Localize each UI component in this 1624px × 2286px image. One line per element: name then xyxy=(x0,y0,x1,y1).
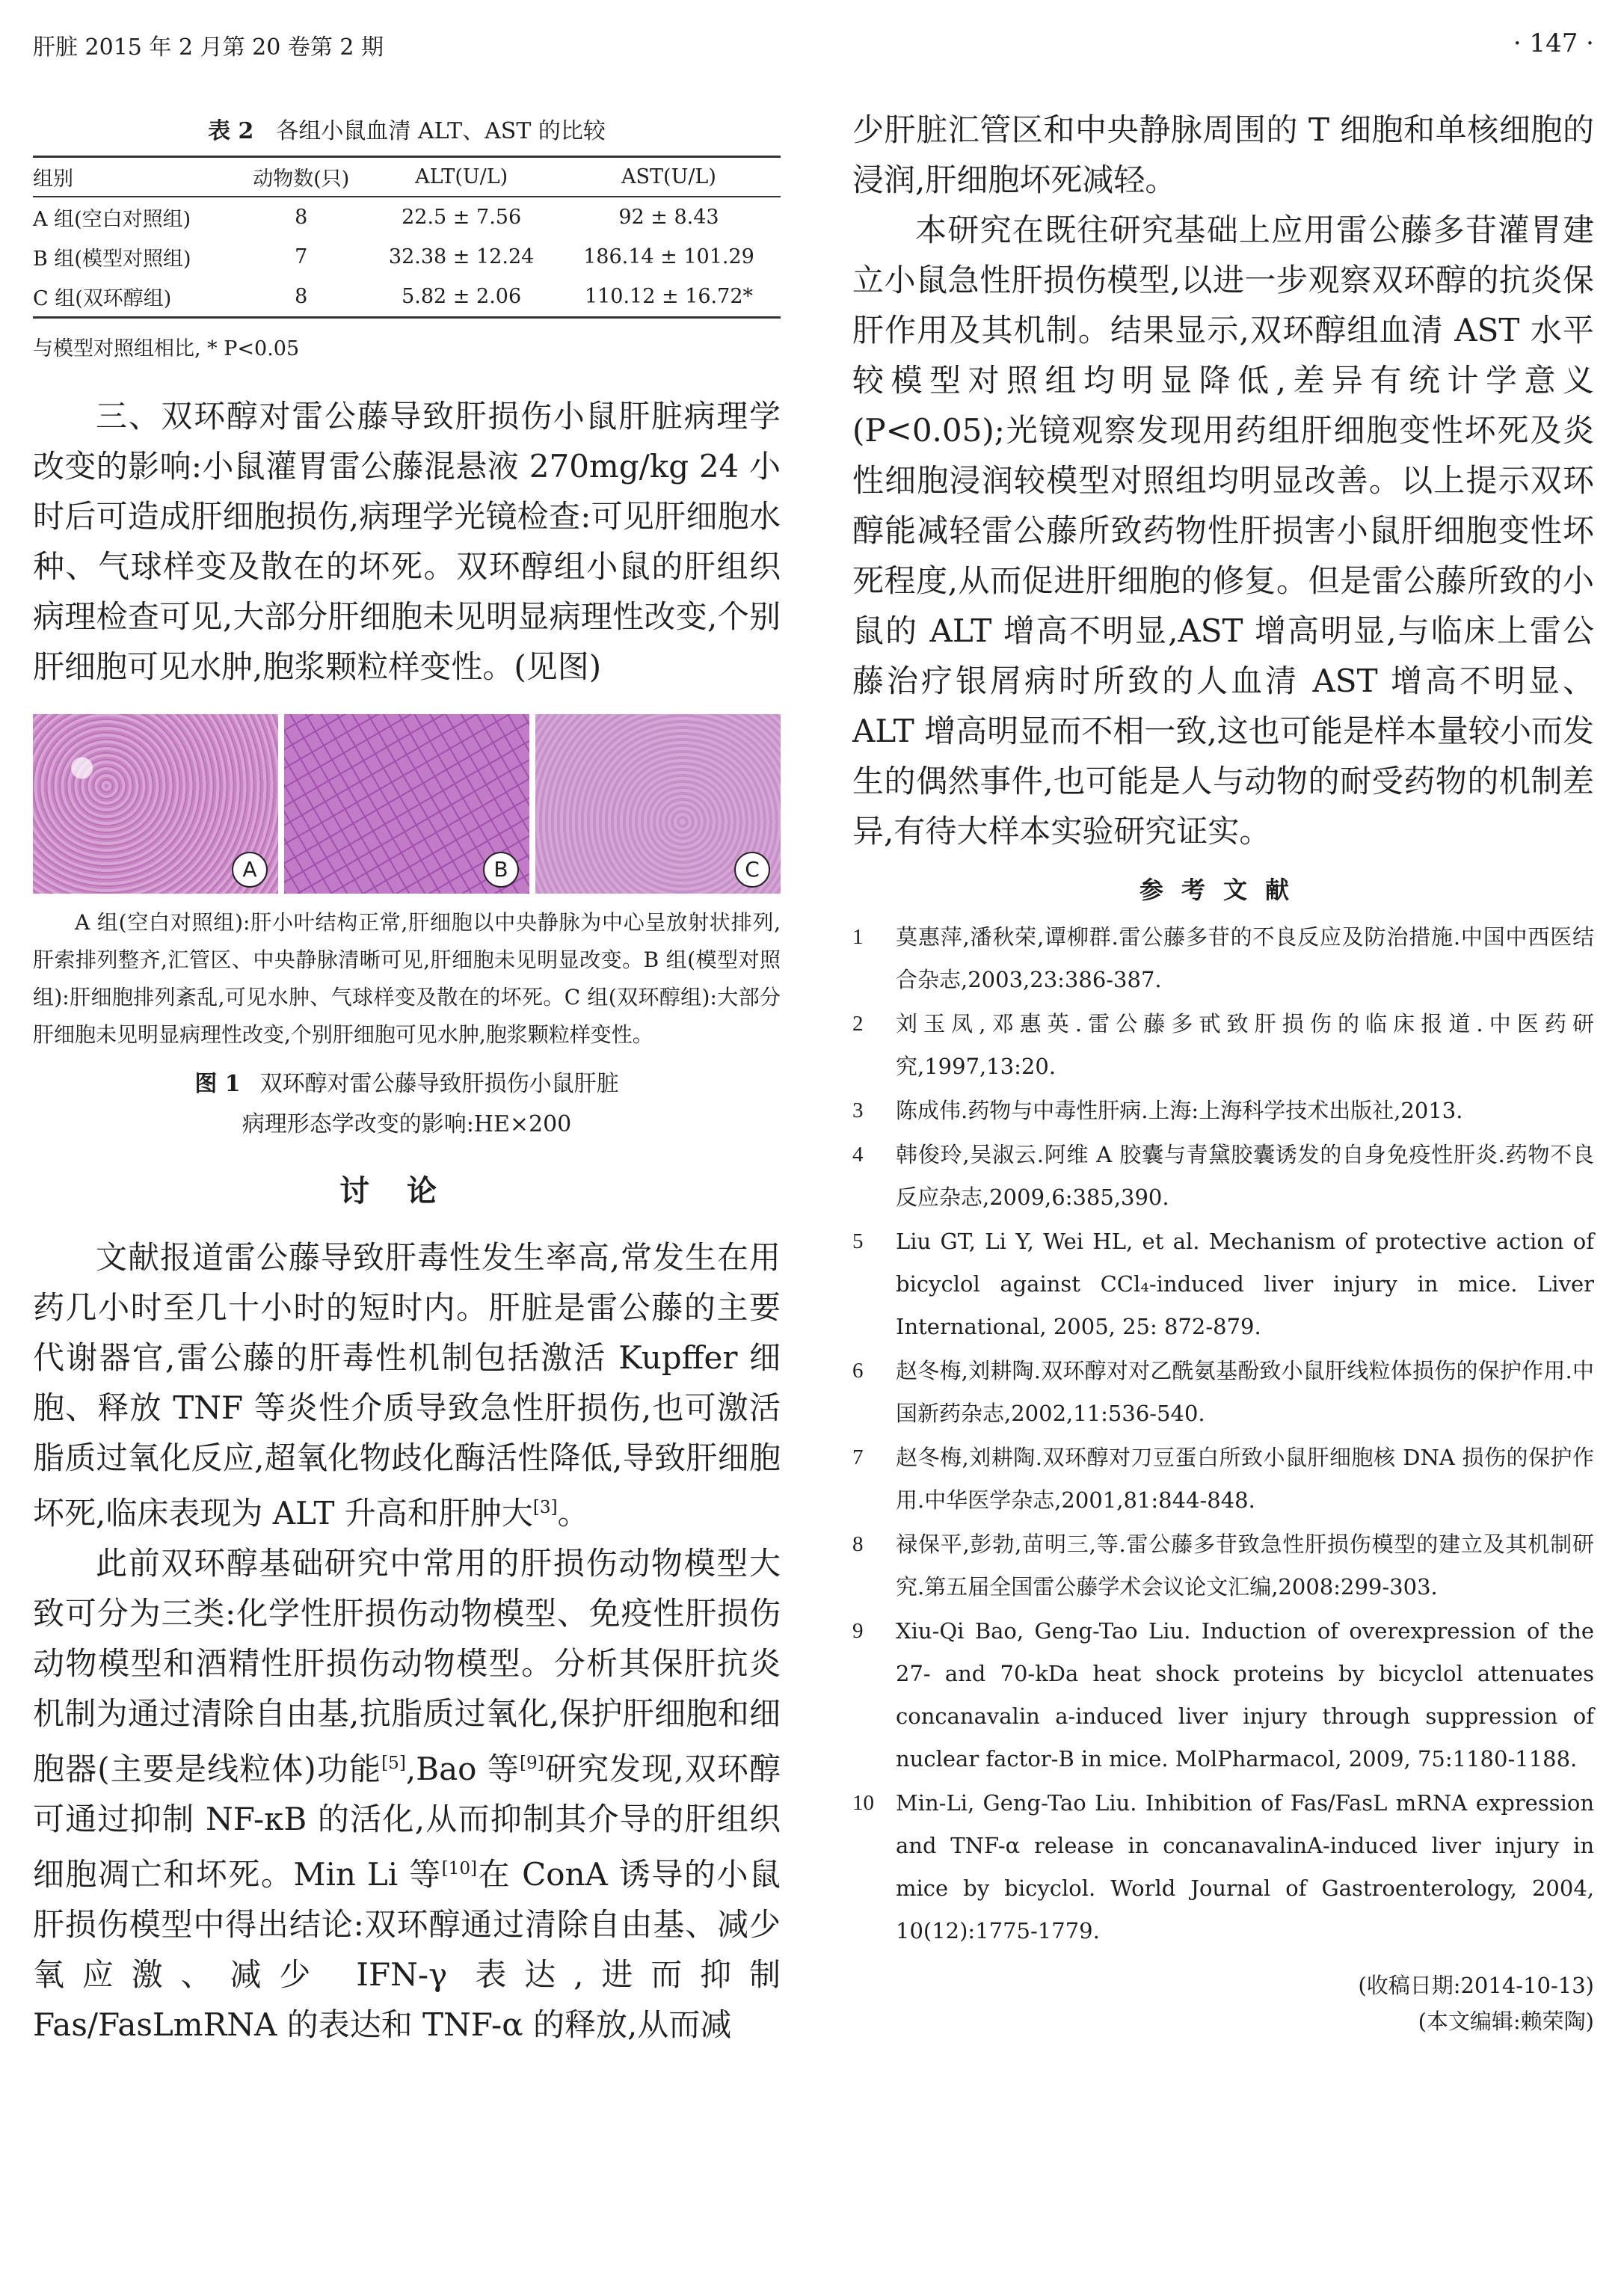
ref-text: Liu GT, Li Y, Wei HL, et al. Mechanism of protective action of bicyclol against CCl₄-induced liver injury in mice. Liver International, 2005, 25: 872-879. xyxy=(896,1229,1594,1339)
ref-number: 3 xyxy=(852,1099,864,1122)
ref-number: 8 xyxy=(852,1532,864,1556)
table-row xyxy=(33,277,781,318)
ref-text: 赵冬梅,刘耕陶.双环醇对对乙酰氨基酚致小鼠肝线粒体损伤的保护作用.中国新药杂志,2002,11:536-540. xyxy=(896,1358,1594,1426)
ref-text: 韩俊玲,吴淑云.阿维 A 胶囊与青黛胶囊诱发的自身免疫性肝炎.药物不良反应杂志,2009,6:385,390. xyxy=(896,1142,1594,1210)
reference-item xyxy=(852,1134,1594,1219)
cell: 32.38 ± 12.24 xyxy=(388,245,535,268)
col-header-alt: ALT(U/L) xyxy=(366,157,557,197)
figure-caption: A 组(空白对照组):肝小叶结构正常,肝细胞以中央静脉为中心呈放射状排列,肝索排列整齐,汇管区、中央静脉清晰可见,肝细胞未见明显改变。B 组(模型对照组):肝细胞排列紊乱,可见水肿、气球样变及散在的坏死。C 组(双环醇组):大部分肝细胞未见明显病理性改变,个别肝细胞可见水肿,胞浆颗粒样变性。 xyxy=(33,910,781,1047)
para-text: 文献报道雷公藤导致肝毒性发生率高,常发生在用药几小时至几十小时的短时内。肝脏是雷公藤的主要代谢器官,雷公藤的肝毒性机制包括激活 Kupffer 细胞、释放 TNF 等炎性介质导致急性肝损伤,也可激活脂质过氧化反应,超氧化物歧化酶活性降低,导致肝细胞坏死,临床表现为 ALT 升高和肝肿大 xyxy=(33,1239,781,1531)
col-header-group: 组别 xyxy=(33,157,236,197)
panel-label-a: A xyxy=(232,852,268,888)
citation: [3] xyxy=(532,1498,558,1517)
table-row xyxy=(33,237,781,277)
cell: 7 xyxy=(295,245,308,268)
panel-label-b: B xyxy=(483,852,519,888)
figure-title xyxy=(33,1064,781,1145)
ref-text: Xiu-Qi Bao, Geng-Tao Liu. Induction of overexpression of the 27- and 70-kDa heat shock proteins by bicyclol attenuates concanavalin a-induced liver injury through suppression of nuclear factor-B in mice. MolPharmacol, 2009, 75:1180-1188. xyxy=(896,1618,1594,1772)
panel-label-c: C xyxy=(734,852,770,888)
ref-number: 6 xyxy=(852,1359,864,1383)
received-line: (收稿日期:2014-10-13) xyxy=(1358,1973,1594,1998)
reference-item xyxy=(852,1090,1594,1132)
cell: 8 xyxy=(295,285,308,308)
right-column xyxy=(852,105,1594,2039)
ref-number: 4 xyxy=(852,1143,864,1167)
cell: 110.12 ± 16.72* xyxy=(584,285,753,308)
reference-item xyxy=(852,1610,1594,1780)
ref-number: 9 xyxy=(852,1619,864,1643)
col-header-ast: AST(U/L) xyxy=(557,157,781,197)
para-text: 在 ConA 诱导的小鼠肝损伤模型中得出结论:双环醇通过清除自由基、减少氧应激、减少 IFN-γ 表达,进而抑制 Fas/FasLmRNA 的表达和 TNF-α 的释放,从而减 xyxy=(33,1856,781,2043)
cell: 92 ± 8.43 xyxy=(618,206,719,229)
para-text: 研究发现,双环醇可通过抑制 NF-κB 的活化,从而抑制其介导的肝组织细胞凋亡和坏死。Min Li 等 xyxy=(33,1751,781,1893)
discussion-continuation: 少肝脏汇管区和中央静脉周围的 T 细胞和单核细胞的浸润,肝细胞坏死减轻。 xyxy=(852,111,1594,198)
reference-item xyxy=(852,1350,1594,1435)
page-number: · 147 · xyxy=(1513,28,1594,58)
reference-item xyxy=(852,1523,1594,1609)
table-row xyxy=(33,197,781,237)
section-heading: 讨论 xyxy=(339,1173,474,1208)
citation: [9] xyxy=(520,1754,544,1773)
micrograph-b xyxy=(284,714,529,894)
cell: 8 xyxy=(295,206,308,229)
ref-text: 赵冬梅,刘耕陶.双环醇对刀豆蛋白所致小鼠肝细胞核 DNA 损伤的保护作用.中华医学杂志,2001,81:844-848. xyxy=(896,1445,1594,1513)
results-table xyxy=(33,156,781,319)
reference-item xyxy=(852,1220,1594,1348)
editor-line: (本文编辑:赖荣陶) xyxy=(1418,2009,1594,2034)
micrograph-a xyxy=(33,714,278,894)
table-header-row xyxy=(33,157,781,197)
histology-figure xyxy=(33,714,781,894)
para-end: 。 xyxy=(557,1495,589,1531)
figure-title-line2: 病理形态学改变的影响:HE×200 xyxy=(242,1111,572,1137)
reference-item xyxy=(852,916,1594,1001)
citation: [10] xyxy=(441,1859,478,1878)
table-label: 表 2 xyxy=(208,118,254,144)
ref-text: 莫惠萍,潘秋荣,谭柳群.雷公藤多苷的不良反应及防治措施.中国中西医结合杂志,2003,23:386-387. xyxy=(896,924,1594,992)
discussion-paragraph-3: 本研究在既往研究基础上应用雷公藤多苷灌胃建立小鼠急性肝损伤模型,以进一步观察双环醇的抗炎保肝作用及其机制。结果显示,双环醇组血清 AST 水平较模型对照组均明显降低,差异有统计学意义(P<0.05);光镜观察发现用药组肝细胞变性坏死及炎性细胞浸润较模型对照组均明显改善。以上提示双环醇能减轻雷公藤所致药物性肝损害小鼠肝细胞变性坏死程度,从而促进肝细胞的修复。但是雷公藤所致的小鼠的 ALT 增高不明显,AST 增高明显,与临床上雷公藤治疗银屑病时所致的人血清 AST 增高不明显、ALT 增高明显而不相一致,这也可能是样本量较小而发生的偶然事件,也可能是人与动物的耐受药物的机制差异,有待大样本实验研究证实。 xyxy=(852,212,1594,849)
figure-title-line1: 双环醇对雷公藤导致肝损伤小鼠肝脏 xyxy=(259,1071,619,1097)
discussion-paragraph-2 xyxy=(33,1538,781,2050)
table-note: 与模型对照组相比, * P<0.05 xyxy=(33,337,300,360)
para-text: 此前双环醇基础研究中常用的肝损伤动物模型大致可分为三类:化学性肝损伤动物模型、免疫性肝损伤动物模型和酒精性肝损伤动物模型。分析其保肝抗炎机制为通过清除自由基,抗脂质过氧化,保护肝细胞和细胞器(主要是线粒体)功能 xyxy=(33,1545,781,1787)
reference-list xyxy=(852,916,1594,1952)
ref-number: 7 xyxy=(852,1445,864,1469)
table-title xyxy=(33,112,781,145)
cell: 22.5 ± 7.56 xyxy=(402,206,522,229)
ref-number: 10 xyxy=(852,1791,874,1815)
reference-item xyxy=(852,1003,1594,1088)
journal-header: 肝脏 2015 年 2 月第 20 卷第 2 期 xyxy=(33,34,384,61)
micrograph-c xyxy=(535,714,781,894)
reference-item xyxy=(852,1437,1594,1522)
ref-number: 2 xyxy=(852,1012,864,1036)
ref-text: 陈成伟.药物与中毒性肝病.上海:上海科学技术出版社,2013. xyxy=(896,1098,1463,1123)
results-paragraph: 三、双环醇对雷公藤导致肝损伤小鼠肝脏病理学改变的影响:小鼠灌胃雷公藤混悬液 270mg/kg 24 小时后可造成肝细胞损伤,病理学光镜检查:可见肝细胞水种、气球样变及散在的坏死。双环醇组小鼠的肝组织病理检查可见,大部分肝细胞未见明显病理性改变,个别肝细胞可见水肿,胞浆颗粒样变性。(见图) xyxy=(33,398,781,685)
cell: A 组(空白对照组) xyxy=(33,208,191,231)
ref-number: 1 xyxy=(852,925,864,949)
ref-number: 5 xyxy=(852,1229,864,1253)
cell: 186.14 ± 101.29 xyxy=(583,245,754,268)
ref-text: 刘玉凤,邓惠英.雷公藤多甙致肝损伤的临床报道.中医药研究,1997,13:20. xyxy=(896,1011,1594,1079)
references-heading: 参考文献 xyxy=(1139,876,1307,904)
cell: 5.82 ± 2.06 xyxy=(402,285,522,308)
discussion-paragraph-1 xyxy=(33,1232,781,1538)
para-text: ,Bao 等 xyxy=(405,1751,520,1787)
cell: B 组(模型对照组) xyxy=(33,248,191,271)
cell: C 组(双环醇组) xyxy=(33,287,172,310)
figure-label: 图 1 xyxy=(194,1071,241,1097)
ref-text: Min-Li, Geng-Tao Liu. Inhibition of Fas/FasL mRNA expression and TNF-α release in concanavalinA-induced liver injury in mice by bicyclol. World Journal of Gastroenterology, 2004, 10(12):1775-1779. xyxy=(896,1790,1594,1944)
left-column xyxy=(33,105,781,2050)
col-header-count: 动物数(只) xyxy=(236,157,366,197)
reference-item xyxy=(852,1782,1594,1952)
received-date xyxy=(852,1967,1594,2039)
ref-text: 禄保平,彭勃,苗明三,等.雷公藤多苷致急性肝损伤模型的建立及其机制研究.第五届全国雷公藤学术会议论文汇编,2008:299-303. xyxy=(896,1531,1594,1600)
table-caption: 各组小鼠血清 ALT、AST 的比较 xyxy=(276,118,606,144)
citation: [5] xyxy=(381,1754,406,1773)
